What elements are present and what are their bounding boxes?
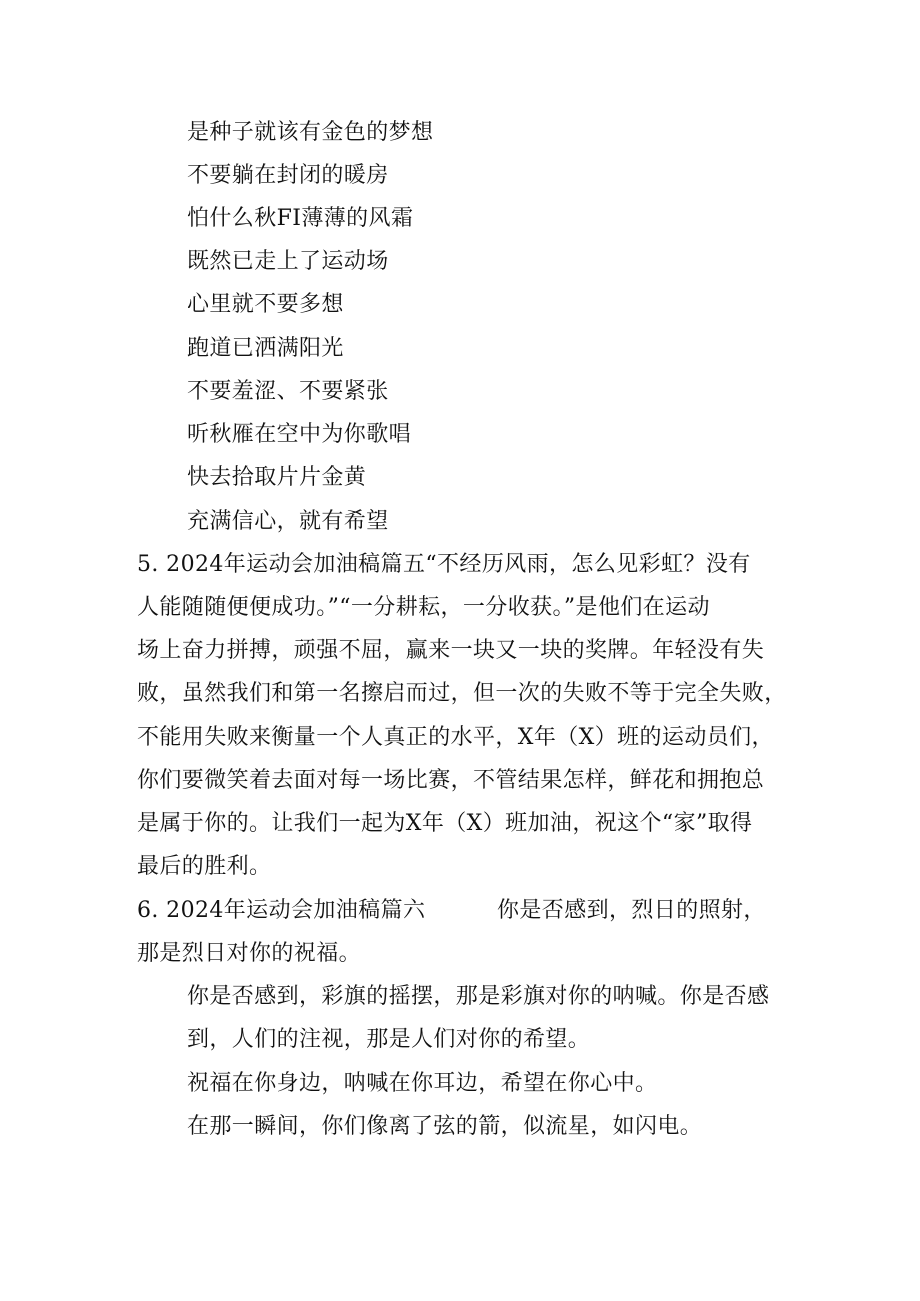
section5-line: 最后的胜利。 — [137, 854, 272, 879]
section5-line: 场上奋力拼搏，顽强不屈，赢来一块又一块的奖牌。年轻没有失 — [137, 638, 765, 663]
section6-heading-tail: 你是否感到，烈日的照射， — [497, 898, 766, 923]
poem-line: 既然已走上了运动场 — [187, 249, 389, 274]
section5-line: 不能用失败来衡量一个人真正的水平，X年（X）班的运动员们， — [137, 725, 774, 750]
section5-line: 败，虽然我们和第一名擦启而过，但一次的失败不等于完全失败， — [137, 681, 787, 706]
section6-body-line: 祝福在你身边，呐喊在你耳边，希望在你心中。 — [187, 1071, 658, 1096]
section6-body-line: 到，人们的注视，那是人们对你的希望。 — [187, 1027, 591, 1052]
poem-line: 是种子就该有金色的梦想 — [187, 120, 434, 145]
section6-line: 那是烈日对你的祝福。 — [137, 941, 362, 966]
poem-line: 充满信心，就有希望 — [187, 509, 389, 534]
section5-line: 你们要微笑着去面对每一场比赛，不管结果怎样，鲜花和拥抱总 — [137, 768, 765, 793]
section6-body-line: 你是否感到，彩旗的摇摆，那是彩旗对你的呐喊。你是否感 — [187, 984, 770, 1009]
poem-line: 不要躺在封闭的暖房 — [187, 163, 389, 188]
poem-line: 不要羞涩、不要紧张 — [187, 379, 389, 404]
section5-line: 是属于你的。让我们一起为X年（X）班加油，祝这个“家”取得 — [137, 811, 753, 836]
poem-line: 怕什么秋FI薄薄的风霜 — [187, 206, 414, 231]
section5-line: 人能随随便便成功。”“一分耕耘，一分收获。”是他们在运动 — [137, 595, 710, 620]
poem-line: 心里就不要多想 — [187, 292, 344, 317]
poem-line: 跑道已洒满阳光 — [187, 336, 344, 361]
section6-body-line: 在那一瞬间，你们像离了弦的箭，似流星，如闪电。 — [187, 1114, 703, 1139]
poem-line: 快去拾取片片金黄 — [187, 465, 367, 490]
section6-heading: 6. 2024年运动会加油稿篇六 — [137, 898, 426, 923]
poem-line: 听秋雁在空中为你歌唱 — [187, 422, 412, 447]
section5-heading-line: 5. 2024年运动会加油稿篇五“不经历风雨，怎么见彩虹？没有 — [137, 552, 751, 577]
